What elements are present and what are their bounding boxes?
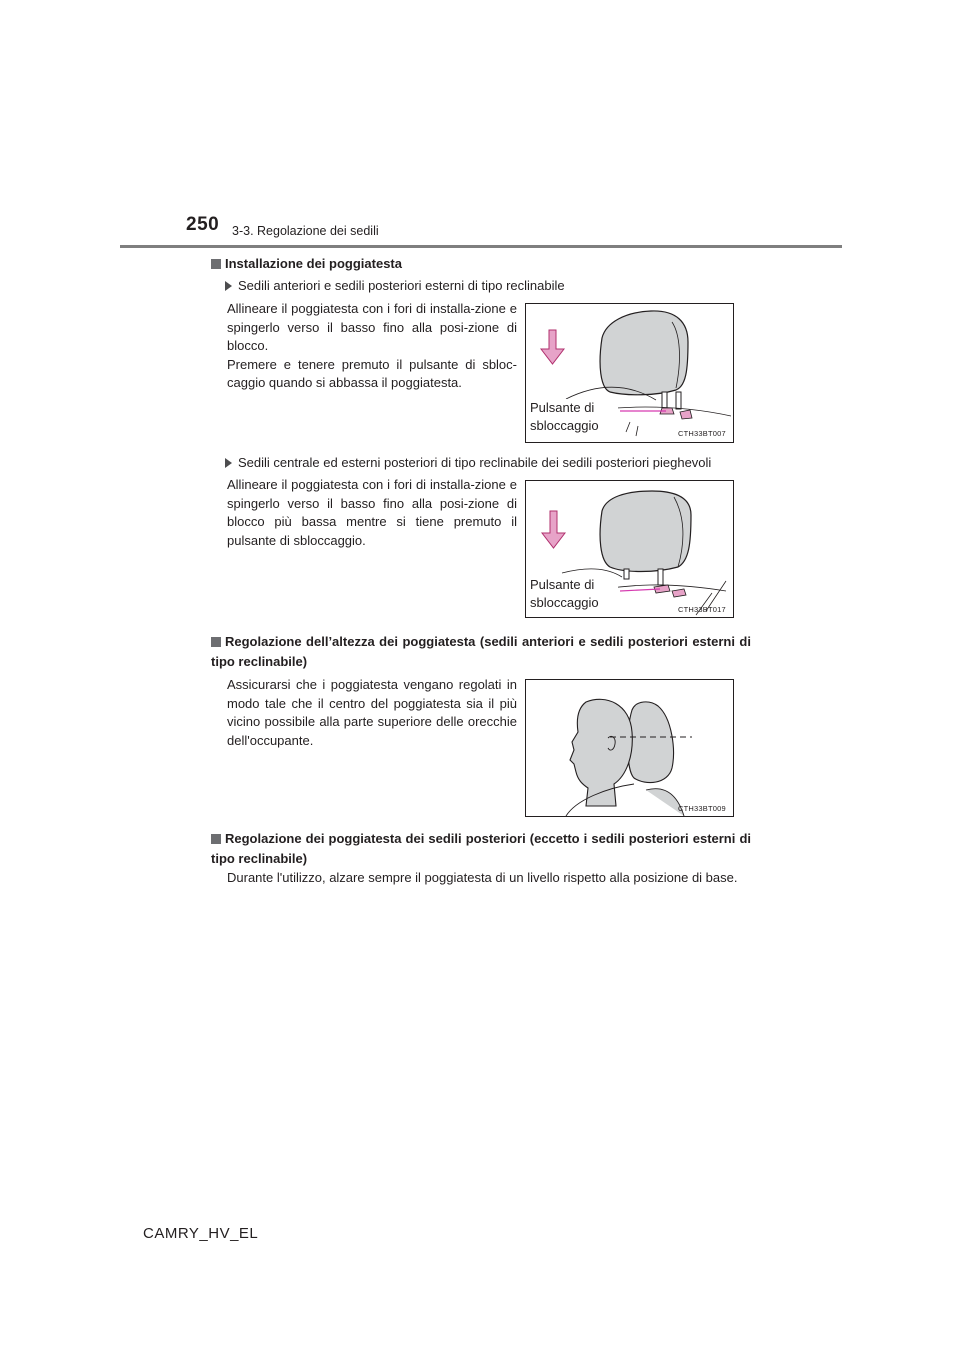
release-button-callout-1: Pulsante di sbloccaggio <box>530 399 618 435</box>
instruction-text-3: Assicurarsi che i poggiatesta vengano regolati in modo tale che il centro del poggiatesta sia il più vicino possibile alla parte superiore delle orecchie dell'occupante. <box>227 677 517 748</box>
square-bullet-icon <box>211 637 221 647</box>
figure-code-3: CTH33BT009 <box>678 804 726 813</box>
down-arrow-icon <box>542 511 565 548</box>
figure-headrest-installation-1 <box>525 303 734 443</box>
section-heading-posteriori: Regolazione dei poggiatesta dei sedili posteriori (eccetto i sedili posteriori esterni di tipo reclinabile) <box>211 831 751 866</box>
section-title: 3-3. Regolazione dei sedili <box>232 224 379 238</box>
instruction-text-2: Allineare il poggiatesta con i fori di installa-zione e spingerlo verso il basso fino alla posi-zione di blocco più bassa mentre si tiene premuto il pulsante di sbloccaggio. <box>227 477 517 548</box>
subsection-label-pieghevoli: Sedili centrale ed esterni posteriori di tipo reclinabile dei sedili posteriori pieghevoli <box>225 454 785 472</box>
page-number: 250 <box>186 214 220 235</box>
occupant-head-illustration <box>526 680 733 816</box>
callout-line <box>620 589 660 591</box>
release-button-callout-2: Pulsante di sbloccaggio <box>530 576 618 612</box>
square-bullet-icon <box>211 834 221 844</box>
instruction-text-1: Allineare il poggiatesta con i fori di installa-zione e spingerlo verso il basso fino alla posi-zione di blocco. Premere e tenere premuto il pulsante di sbloc-caggio quando si abbassa il poggiatesta. <box>227 301 517 390</box>
figure-headrest-installation-2 <box>525 480 734 618</box>
instruction-text-4: Durante l'utilizzo, alzare sempre il poggiatesta di un livello rispetto alla posizione di base. <box>227 870 738 885</box>
figure-headrest-height <box>525 679 734 817</box>
model-identifier: CAMRY_HV_EL <box>143 1225 259 1242</box>
figure-code-2: CTH33BT017 <box>678 605 726 614</box>
figure-code-1: CTH33BT007 <box>678 429 726 438</box>
down-arrow-icon <box>541 330 564 364</box>
triangle-bullet-icon <box>225 458 232 468</box>
headrest-shape <box>600 311 688 395</box>
occupant-head <box>570 699 632 806</box>
section-heading-altezza: Regolazione dell’altezza dei poggiatesta (sedili anteriori e sedili posteriori esterni di tipo reclinabile) <box>211 634 751 669</box>
headrest-shape <box>628 702 674 783</box>
section-heading-installazione: Installazione dei poggiatesta <box>211 254 751 274</box>
subsection-label-reclinabile: Sedili anteriori e sedili posteriori esterni di tipo reclinabile <box>225 277 765 295</box>
header-divider <box>120 245 842 248</box>
triangle-bullet-icon <box>225 281 232 291</box>
square-bullet-icon <box>211 259 221 269</box>
